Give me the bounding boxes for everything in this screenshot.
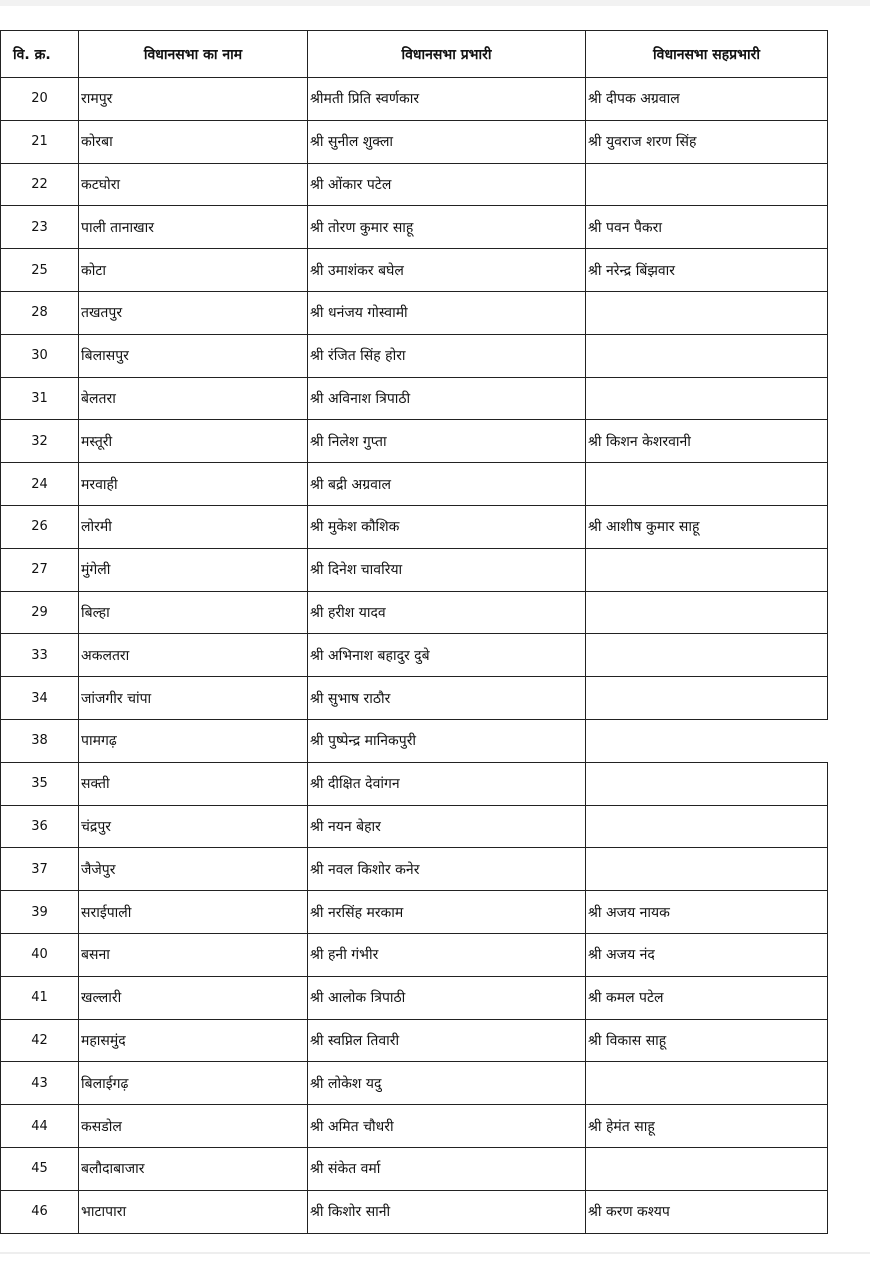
cell-serial-number: 41 xyxy=(1,976,79,1019)
cell-co-incharge xyxy=(586,334,828,377)
cell-serial-number: 35 xyxy=(1,762,79,805)
cell-serial-number: 34 xyxy=(1,677,79,720)
bottom-margin-strip xyxy=(0,1252,870,1282)
header-serial-number: वि. क्र. xyxy=(1,31,79,78)
cell-incharge: श्री दीक्षित देवांगन xyxy=(308,762,586,805)
cell-assembly-name: तखतपुर xyxy=(79,291,308,334)
cell-incharge: श्री लोकेश यदु xyxy=(308,1062,586,1105)
cell-co-incharge xyxy=(586,163,828,206)
cell-assembly-name: जैजेपुर xyxy=(79,848,308,891)
cell-co-incharge: श्री युवराज शरण सिंह xyxy=(586,120,828,163)
cell-assembly-name: जांजगीर चांपा xyxy=(79,677,308,720)
table-row xyxy=(1,1190,828,1233)
cell-incharge: श्री तोरण कुमार साहू xyxy=(308,206,586,249)
cell-assembly-name: कटघोरा xyxy=(79,163,308,206)
table-row xyxy=(1,591,828,634)
header-incharge: विधानसभा प्रभारी xyxy=(308,31,586,78)
cell-incharge: श्री अविनाश त्रिपाठी xyxy=(308,377,586,420)
table-header-row xyxy=(1,31,828,78)
cell-serial-number: 44 xyxy=(1,1105,79,1148)
cell-incharge: श्री ओंकार पटेल xyxy=(308,163,586,206)
table-row xyxy=(1,505,828,548)
cell-serial-number: 26 xyxy=(1,505,79,548)
cell-co-incharge: श्री दीपक अग्रवाल xyxy=(586,78,828,121)
cell-assembly-name: मुंगेली xyxy=(79,548,308,591)
cell-co-incharge xyxy=(586,1062,828,1105)
cell-incharge: श्री धनंजय गोस्वामी xyxy=(308,291,586,334)
cell-co-incharge xyxy=(586,548,828,591)
cell-incharge: श्री रंजित सिंह होरा xyxy=(308,334,586,377)
cell-serial-number: 28 xyxy=(1,291,79,334)
cell-serial-number: 37 xyxy=(1,848,79,891)
cell-serial-number: 46 xyxy=(1,1190,79,1233)
table-row xyxy=(1,677,828,720)
cell-co-incharge xyxy=(586,805,828,848)
table-row xyxy=(1,463,828,506)
table-row xyxy=(1,805,828,848)
cell-co-incharge: श्री करण कश्यप xyxy=(586,1190,828,1233)
cell-co-incharge: श्री पवन पैकरा xyxy=(586,206,828,249)
cell-assembly-name: महासमुंद xyxy=(79,1019,308,1062)
cell-serial-number: 29 xyxy=(1,591,79,634)
cell-incharge: श्री संकेत वर्मा xyxy=(308,1147,586,1190)
table-row xyxy=(1,634,828,677)
table-row xyxy=(1,377,828,420)
cell-serial-number: 23 xyxy=(1,206,79,249)
cell-assembly-name: चंद्रपुर xyxy=(79,805,308,848)
cell-incharge: श्री स्वप्निल तिवारी xyxy=(308,1019,586,1062)
cell-serial-number: 32 xyxy=(1,420,79,463)
table-row xyxy=(1,891,828,934)
table-row xyxy=(1,976,828,1019)
cell-assembly-name: बसना xyxy=(79,933,308,976)
table-row xyxy=(1,1019,828,1062)
cell-assembly-name: सराईपाली xyxy=(79,891,308,934)
cell-incharge: श्री सुभाष राठौर xyxy=(308,677,586,720)
cell-co-incharge: श्री कमल पटेल xyxy=(586,976,828,1019)
table-row xyxy=(1,249,828,292)
cell-assembly-name: बलौदाबाजार xyxy=(79,1147,308,1190)
cell-co-incharge xyxy=(586,1147,828,1190)
table-row xyxy=(1,1147,828,1190)
cell-serial-number: 21 xyxy=(1,120,79,163)
cell-assembly-name: पाली तानाखार xyxy=(79,206,308,249)
cell-serial-number: 31 xyxy=(1,377,79,420)
cell-assembly-name: लोरमी xyxy=(79,505,308,548)
cell-incharge: श्री हनी गंभीर xyxy=(308,933,586,976)
top-margin-strip xyxy=(0,0,870,6)
cell-serial-number: 25 xyxy=(1,249,79,292)
table-row xyxy=(1,78,828,121)
cell-incharge: श्री निलेश गुप्ता xyxy=(308,420,586,463)
cell-assembly-name: कोरबा xyxy=(79,120,308,163)
cell-co-incharge: श्री हेमंत साहू xyxy=(586,1105,828,1148)
table-row xyxy=(1,848,828,891)
cell-incharge: श्री नरसिंह मरकाम xyxy=(308,891,586,934)
cell-assembly-name: बेलतरा xyxy=(79,377,308,420)
table-row xyxy=(1,548,828,591)
cell-incharge: श्रीमती प्रिति स्वर्णकार xyxy=(308,78,586,121)
cell-assembly-name: सक्ती xyxy=(79,762,308,805)
cell-incharge: श्री हरीश यादव xyxy=(308,591,586,634)
header-assembly-name: विधानसभा का नाम xyxy=(79,31,308,78)
cell-assembly-name: कोटा xyxy=(79,249,308,292)
table-row xyxy=(1,120,828,163)
cell-assembly-name: मस्तूरी xyxy=(79,420,308,463)
cell-serial-number: 42 xyxy=(1,1019,79,1062)
cell-co-incharge xyxy=(586,677,828,720)
cell-incharge: श्री उमाशंकर बघेल xyxy=(308,249,586,292)
table-row xyxy=(1,1062,828,1105)
cell-co-incharge: श्री किशन केशरवानी xyxy=(586,420,828,463)
cell-serial-number: 38 xyxy=(1,719,79,762)
cell-assembly-name: बिलासपुर xyxy=(79,334,308,377)
cell-serial-number: 20 xyxy=(1,78,79,121)
cell-incharge: श्री नयन बेहार xyxy=(308,805,586,848)
cell-incharge: श्री पुष्पेन्द्र मानिकपुरी xyxy=(308,719,586,762)
cell-serial-number: 22 xyxy=(1,163,79,206)
cell-co-incharge xyxy=(586,762,828,805)
cell-co-incharge: श्री विकास साहू xyxy=(586,1019,828,1062)
cell-incharge: श्री आलोक त्रिपाठी xyxy=(308,976,586,1019)
cell-co-incharge xyxy=(586,463,828,506)
cell-co-incharge xyxy=(586,848,828,891)
cell-co-incharge xyxy=(586,291,828,334)
cell-serial-number: 30 xyxy=(1,334,79,377)
cell-assembly-name: मरवाही xyxy=(79,463,308,506)
cell-serial-number: 43 xyxy=(1,1062,79,1105)
cell-serial-number: 40 xyxy=(1,933,79,976)
cell-serial-number: 36 xyxy=(1,805,79,848)
cell-co-incharge: श्री अजय नंद xyxy=(586,933,828,976)
cell-serial-number: 39 xyxy=(1,891,79,934)
cell-serial-number: 24 xyxy=(1,463,79,506)
cell-incharge: श्री मुकेश कौशिक xyxy=(308,505,586,548)
cell-serial-number: 45 xyxy=(1,1147,79,1190)
cell-assembly-name: कसडोल xyxy=(79,1105,308,1148)
table-row xyxy=(1,762,828,805)
cell-assembly-name: बिलाईगढ़ xyxy=(79,1062,308,1105)
cell-assembly-name: भाटापारा xyxy=(79,1190,308,1233)
cell-assembly-name: रामपुर xyxy=(79,78,308,121)
table-row xyxy=(1,1105,828,1148)
cell-serial-number: 33 xyxy=(1,634,79,677)
table-row xyxy=(1,334,828,377)
header-co-incharge: विधानसभा सहप्रभारी xyxy=(586,31,828,78)
table-row xyxy=(1,206,828,249)
cell-co-incharge: श्री नरेन्द्र बिंझवार xyxy=(586,249,828,292)
cell-assembly-name: पामगढ़ xyxy=(79,719,308,762)
table-row xyxy=(1,420,828,463)
cell-incharge: श्री दिनेश चावरिया xyxy=(308,548,586,591)
cell-assembly-name: बिल्हा xyxy=(79,591,308,634)
cell-co-incharge xyxy=(586,719,828,762)
cell-assembly-name: खल्लारी xyxy=(79,976,308,1019)
cell-incharge: श्री बद्री अग्रवाल xyxy=(308,463,586,506)
cell-co-incharge xyxy=(586,591,828,634)
cell-serial-number: 27 xyxy=(1,548,79,591)
cell-incharge: श्री अमित चौधरी xyxy=(308,1105,586,1148)
cell-co-incharge: श्री आशीष कुमार साहू xyxy=(586,505,828,548)
table-row xyxy=(1,933,828,976)
cell-assembly-name: अकलतरा xyxy=(79,634,308,677)
cell-incharge: श्री अभिनाश बहादुर दुबे xyxy=(308,634,586,677)
cell-co-incharge xyxy=(586,377,828,420)
table-row xyxy=(1,719,828,762)
table-row xyxy=(1,163,828,206)
table-row xyxy=(1,291,828,334)
constituency-incharge-table xyxy=(0,30,828,1234)
cell-incharge: श्री नवल किशोर कनेर xyxy=(308,848,586,891)
cell-co-incharge: श्री अजय नायक xyxy=(586,891,828,934)
cell-co-incharge xyxy=(586,634,828,677)
cell-incharge: श्री किशोर सानी xyxy=(308,1190,586,1233)
cell-incharge: श्री सुनील शुक्ला xyxy=(308,120,586,163)
